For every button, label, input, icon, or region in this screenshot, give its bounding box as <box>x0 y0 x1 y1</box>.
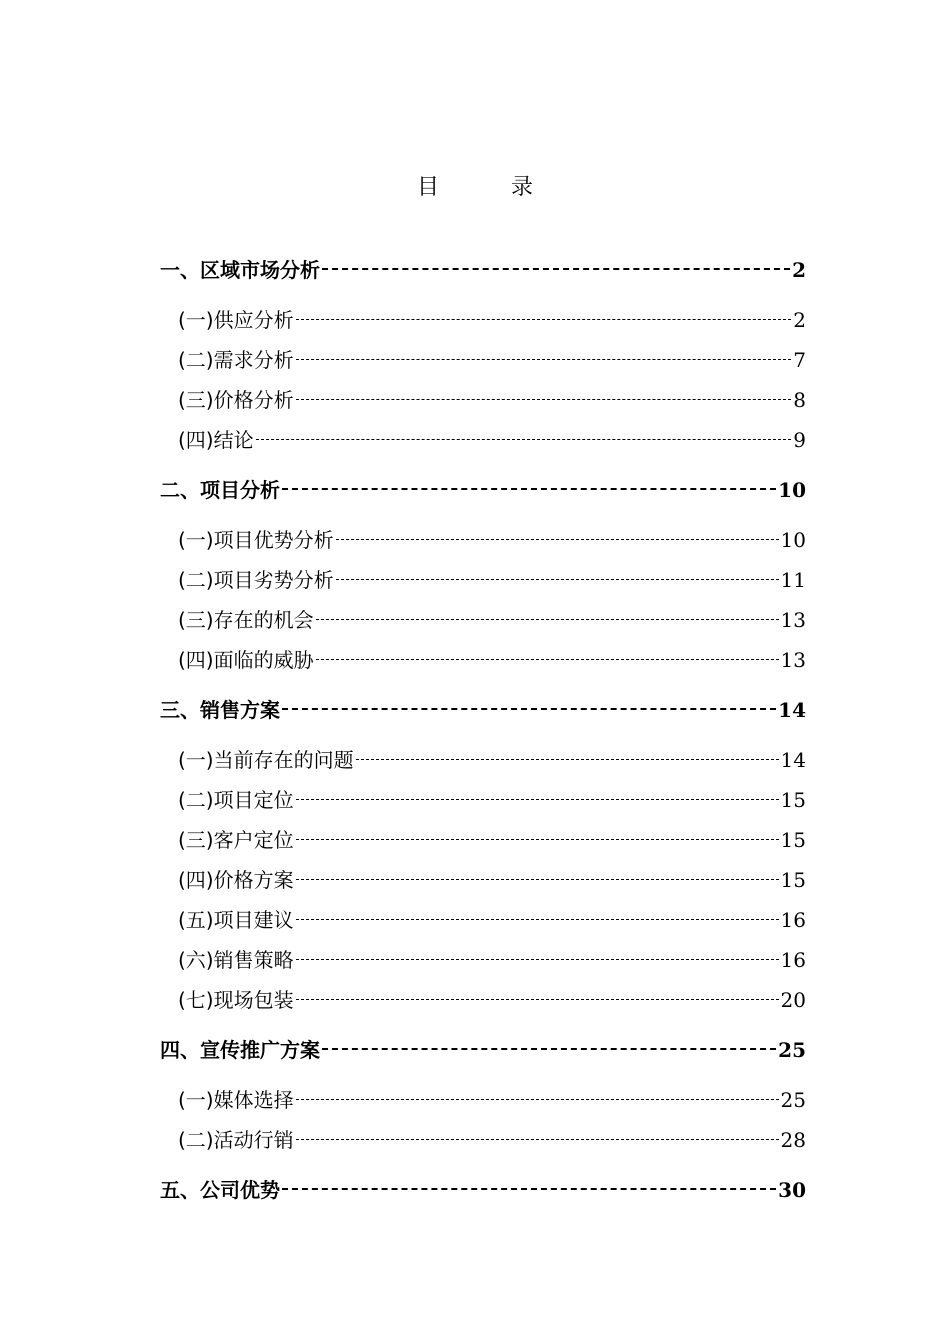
toc-page-number: 9 <box>793 428 806 452</box>
toc-page-number: 15 <box>780 828 806 852</box>
toc-dot-leader <box>296 318 792 320</box>
toc-dot-leader <box>282 487 776 490</box>
toc-section-entry[interactable] <box>160 520 806 560</box>
toc-page-number: 15 <box>780 788 806 812</box>
toc-section-entry[interactable] <box>160 940 806 980</box>
toc-entry-label: 二、项目分析 <box>160 478 280 502</box>
toc-entry-label: (五)项目建议 <box>178 908 294 932</box>
toc-entry-label: 一、区域市场分析 <box>160 258 320 282</box>
toc-entry-label: (一)供应分析 <box>178 308 294 332</box>
toc-dot-leader <box>296 918 779 920</box>
toc-page-number: 10 <box>780 528 806 552</box>
toc-page-number: 13 <box>780 648 806 672</box>
toc-entry-label: (三)存在的机会 <box>178 608 314 632</box>
toc-entry-label: (四)面临的威胁 <box>178 648 314 672</box>
toc-chapter-entry[interactable] <box>160 1030 806 1070</box>
toc-page-number: 28 <box>780 1128 806 1152</box>
toc-entry-label: (六)销售策略 <box>178 948 294 972</box>
toc-list <box>160 250 806 1210</box>
toc-page-number: 10 <box>778 478 806 502</box>
toc-chapter-entry[interactable] <box>160 470 806 510</box>
toc-page-number: 13 <box>780 608 806 632</box>
toc-entry-label: 三、销售方案 <box>160 698 280 722</box>
toc-entry-label: 五、公司优势 <box>160 1178 280 1202</box>
toc-entry-label: (一)项目优势分析 <box>178 528 334 552</box>
toc-entry-label: (二)活动行销 <box>178 1128 294 1152</box>
toc-section-entry[interactable] <box>160 860 806 900</box>
toc-page-number: 15 <box>780 868 806 892</box>
toc-dot-leader <box>296 1098 779 1100</box>
toc-section-entry[interactable] <box>160 600 806 640</box>
toc-page-number: 11 <box>780 568 806 592</box>
toc-section-entry[interactable] <box>160 300 806 340</box>
toc-section-entry[interactable] <box>160 780 806 820</box>
toc-section-entry[interactable] <box>160 420 806 460</box>
toc-page-number: 25 <box>778 1038 806 1062</box>
toc-chapter-entry[interactable] <box>160 1170 806 1210</box>
toc-page-number: 2 <box>792 258 806 282</box>
toc-page-number: 14 <box>780 748 806 772</box>
toc-chapter-entry[interactable] <box>160 690 806 730</box>
toc-page-number: 8 <box>793 388 806 412</box>
toc-entry-label: (二)项目劣势分析 <box>178 568 334 592</box>
toc-entry-label: (三)价格分析 <box>178 388 294 412</box>
toc-dot-leader <box>256 438 792 440</box>
toc-dot-leader <box>336 578 779 580</box>
toc-page-number: 16 <box>780 948 806 972</box>
toc-section-entry[interactable] <box>160 560 806 600</box>
toc-dot-leader <box>316 658 779 660</box>
toc-page-number: 20 <box>780 988 806 1012</box>
toc-entry-label: (四)价格方案 <box>178 868 294 892</box>
toc-title <box>0 170 950 206</box>
toc-dot-leader <box>282 1187 776 1190</box>
toc-dot-leader <box>296 398 792 400</box>
toc-dot-leader <box>316 618 779 620</box>
toc-section-entry[interactable] <box>160 640 806 680</box>
toc-entry-label: (二)项目定位 <box>178 788 294 812</box>
toc-page-number: 7 <box>793 348 806 372</box>
toc-entry-label: (一)媒体选择 <box>178 1088 294 1112</box>
toc-entry-label: (四)结论 <box>178 428 254 452</box>
toc-section-entry[interactable] <box>160 900 806 940</box>
toc-dot-leader <box>296 1138 779 1140</box>
toc-page-number: 30 <box>778 1178 806 1202</box>
toc-dot-leader <box>296 838 779 840</box>
toc-dot-leader <box>336 538 779 540</box>
toc-section-entry[interactable] <box>160 340 806 380</box>
toc-dot-leader <box>356 758 779 760</box>
toc-page-number: 25 <box>780 1088 806 1112</box>
toc-entry-label: 四、宣传推广方案 <box>160 1038 320 1062</box>
toc-entry-label: (一)当前存在的问题 <box>178 748 354 772</box>
toc-dot-leader <box>296 958 779 960</box>
toc-dot-leader <box>296 358 792 360</box>
toc-dot-leader <box>296 878 779 880</box>
toc-page-number: 16 <box>780 908 806 932</box>
toc-chapter-entry[interactable] <box>160 250 806 290</box>
toc-page-number: 14 <box>778 698 806 722</box>
toc-title-char-2: 录 <box>511 175 534 200</box>
toc-section-entry[interactable] <box>160 740 806 780</box>
toc-dot-leader <box>296 998 779 1000</box>
toc-dot-leader <box>296 798 779 800</box>
toc-section-entry[interactable] <box>160 980 806 1020</box>
toc-dot-leader <box>322 1047 776 1050</box>
toc-entry-label: (七)现场包装 <box>178 988 294 1012</box>
toc-page-number: 2 <box>793 308 806 332</box>
toc-section-entry[interactable] <box>160 1120 806 1160</box>
toc-section-entry[interactable] <box>160 380 806 420</box>
toc-entry-label: (二)需求分析 <box>178 348 294 372</box>
toc-title-char-1: 目 <box>416 175 439 200</box>
toc-section-entry[interactable] <box>160 820 806 860</box>
toc-section-entry[interactable] <box>160 1080 806 1120</box>
toc-dot-leader <box>282 707 776 710</box>
toc-entry-label: (三)客户定位 <box>178 828 294 852</box>
toc-dot-leader <box>322 267 790 270</box>
